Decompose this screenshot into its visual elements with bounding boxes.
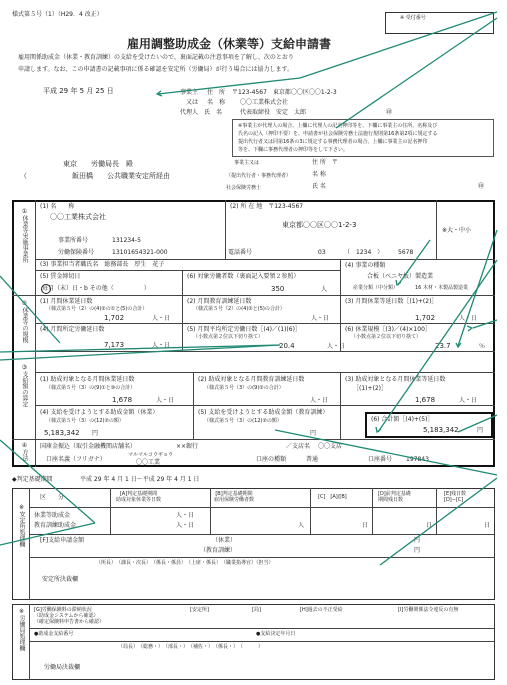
leader-line	[378, 260, 497, 432]
col-e: [E]残日数 [D]−[C]	[444, 491, 467, 503]
amount-leave-value[interactable]: 5,183,342	[44, 429, 80, 437]
leader-line	[275, 430, 497, 475]
leader-line	[158, 78, 300, 94]
total-leave-value[interactable]: 1,702	[415, 314, 436, 322]
amount-total-value[interactable]: 5,183,342	[423, 426, 459, 434]
avg-days-label: (5) 月間平均所定労働日数［(4)／(1)(6)］	[187, 326, 301, 333]
tel-mid[interactable]: （ 1234 ）	[344, 249, 384, 256]
leader-line	[0, 345, 280, 360]
training-days-note: （様式第５号（2）の(4)②と(5)の合計）	[193, 306, 285, 312]
amount-leave-unit: 円	[92, 430, 99, 437]
target-workers-unit: 人	[321, 286, 328, 293]
insurance-number-label: 労働保険番号	[58, 249, 95, 256]
i-label: [I]労働関係法令違反の有無	[398, 607, 459, 613]
form-id: 様式第５号（1）（H29．4 改正）	[12, 11, 103, 18]
row-day-unit-d: 日	[426, 522, 433, 529]
leave-days-unit: 人・日	[152, 315, 171, 322]
industry-value[interactable]: 合板（ベニヤ板）製造業	[367, 273, 434, 280]
leader-line	[0, 345, 280, 352]
leave-scale-label: (6) 休業規模［(3)／(4)×100］	[345, 326, 431, 333]
row-day-unit-c: 日	[362, 522, 369, 529]
g-office: [安定所]	[190, 607, 209, 613]
bureau-approval-label: 労働局決裁欄	[44, 664, 81, 671]
amount-training-note: （様式第５号（3）の(12)②の額）	[204, 418, 282, 424]
office-approval-label: 安定所決裁欄	[42, 576, 79, 583]
leader-line	[458, 415, 497, 432]
eligible-total-sub: ［(1)+(2)］	[353, 385, 388, 392]
office-side-label: ※安定所処理欄	[18, 504, 25, 547]
agent-seal-mark: ㊞	[478, 183, 485, 190]
eligible-leave-note: （様式第５号（3）の(9)①と⑩の合計）	[46, 385, 136, 391]
agent-note-4: 等を、下欄に事務代理者の押印等をして下さい。	[238, 147, 349, 153]
total-leave-label: (3) 月間休業等延日数［(1)+(2)］	[345, 298, 438, 305]
addressee-branch: 飯田橋 公共職業安定所経由	[72, 172, 170, 180]
seal-mark: ㊞	[386, 109, 393, 116]
total-leave-unit: 人・日	[459, 315, 478, 322]
account-holder-kana[interactable]: マルマルコウギョウ	[128, 452, 174, 458]
eligible-training-note: （様式第５号（3）の(9)②の合計）	[204, 385, 284, 391]
col-d: [D]前判定基礎 期間残日数	[378, 491, 411, 503]
side-label-calc: ③支給額の算定	[21, 364, 28, 407]
g-label: [G]労働保険料の滞納状況 （助成金システムから確認） （確定保険料申告書から確認）	[34, 607, 105, 625]
field-name-label: (1) 名 称	[40, 203, 75, 210]
agent-name: 名 称	[312, 171, 326, 178]
agent-label-3: 社会保険労務士	[226, 185, 262, 191]
name-label: 名 称	[207, 99, 226, 106]
col-kubun: 区 分	[40, 494, 65, 501]
arrow-head	[467, 326, 472, 331]
row-person-unit: 人	[298, 522, 305, 529]
employer-address: 〒123-4567 東京都〇〇区〇〇1-2-3	[232, 89, 337, 96]
avg-days-value[interactable]: 20.4	[279, 342, 295, 350]
h-label: [H]過去の不正受給	[300, 607, 343, 613]
f-kyoiku-label: （教育訓練）	[200, 547, 237, 554]
side-label-scale: ②休業等の規模	[21, 300, 28, 343]
tel-label: 電話番号	[228, 249, 253, 256]
representative-name: 代表取締役 安定 太郎	[240, 109, 307, 116]
wage-cutoff-label: (5) 賃金締切日	[40, 273, 81, 280]
agent-label-1: 事業主又は	[234, 160, 260, 166]
f-amount-label: [F]支給申請金額	[40, 537, 85, 544]
employer-label: 事業主	[180, 89, 199, 96]
bureau-side-label: ※労働局処理欄	[18, 608, 25, 651]
intro-line-2: 申請します。なお、この申請書の記載事項に係る確認を安定所（労働局）が行う場合には協力します。	[18, 66, 294, 73]
industry-label: (4) 事業の種類	[345, 262, 386, 269]
agent-label-2: （提出代行者・事務代理者）	[226, 173, 292, 179]
branch-label: ／支店名	[286, 443, 311, 450]
application-date: 平成 29 年 5 月 25 日	[43, 87, 114, 95]
amount-total-unit: 円	[477, 427, 484, 434]
amount-training-label: (5) 支給を受けようとする助成金額（教育訓練）	[198, 409, 329, 416]
row1-unit: 人・日	[176, 512, 195, 519]
col-c: [C] [A]/[B]	[318, 494, 347, 500]
training-days-unit: 人・日	[311, 315, 330, 322]
bank-name[interactable]: ××銀行	[176, 443, 199, 450]
account-number-label: 口座番号	[368, 456, 393, 463]
side-label-method: ④方法	[21, 442, 28, 461]
g-bureau: [局]	[252, 607, 261, 613]
account-holder-name[interactable]: 〇〇工業	[136, 459, 161, 466]
scheduled-days-value[interactable]: 7,173	[104, 341, 125, 349]
receipt-label: ※ 受付番号	[400, 15, 426, 21]
intro-line-1: 雇用関係助成金（休業・教育訓練）の支給を受けたいので、裏面記載の注意事項を了解し、次のとおり	[18, 54, 294, 61]
leader-line	[473, 320, 497, 328]
decision-number-label: ●助成金支給番号	[34, 631, 74, 637]
eligible-leave-value[interactable]: 1,678	[112, 396, 133, 404]
account-type-label: 口座の種類	[256, 456, 287, 463]
bureau-stamp-row: （局長） （総務・） （部長・） （補佐・） （係長・） （ ）	[118, 644, 264, 650]
leader-line	[0, 523, 95, 545]
manager-label[interactable]: (3) 事業担当者職氏名 総務部長 厚生 花子	[40, 261, 165, 268]
address-label: 住 所	[207, 89, 226, 96]
eligible-total-label: (3) 助成対象となる月間休業等延日数	[345, 376, 446, 383]
industry-code-note: 16 木材・木製品製造業	[415, 285, 468, 291]
tel-area[interactable]: 03	[318, 249, 326, 256]
amount-leave-note: （様式第５号（3）の(12)②の額）	[46, 418, 124, 424]
side-label-workplace: ①休業等実施事業所	[21, 208, 28, 263]
representative-label: 代理人 氏 名	[180, 109, 223, 116]
branch-name[interactable]: 〇〇支店	[318, 443, 343, 450]
office-number-label: 事業所番号	[58, 237, 89, 244]
row-day-unit-e: 日	[484, 522, 491, 529]
target-workers-value[interactable]: 350	[271, 285, 285, 293]
office-number-value[interactable]: 131234-5	[112, 237, 141, 244]
employer-company: 〇〇工業株式会社	[240, 99, 289, 106]
account-type-value[interactable]: 普通	[306, 456, 319, 463]
leave-days-value[interactable]: 1,702	[104, 314, 125, 322]
leave-days-note: （様式第５号（2）の(4)②の①と(5)の合計）	[46, 306, 148, 312]
agent-note-2: 氏名の記入（押印不要）を、申請書が社会保険労務士法施行規則第16条第2項に規定する	[238, 131, 438, 137]
industry-code-label: 産業分類（中分類）	[353, 285, 399, 291]
size-note: ※大・中小	[442, 227, 472, 234]
agent-note-3: 提出代行者又は同第16条の3に規定する事務代理者の場合、上欄に事業主の記名押印	[238, 139, 428, 145]
f-yen-1: 円	[414, 537, 421, 544]
leader-line	[380, 478, 497, 565]
account-holder-label: 口座名義（フリガナ）	[46, 456, 106, 463]
decision-date-label: ●支給決定年月日	[256, 631, 296, 637]
eligible-training-label: (2) 助成対象となる月間教育訓練延日数	[198, 376, 305, 383]
row-training-subsidy: 教育訓練助成金	[34, 522, 77, 529]
training-days-label: (2) 月間教育訓練延日数	[187, 298, 252, 305]
leader-line	[0, 276, 60, 343]
field-address-label: (2) 所 在 地 〒123-4567	[230, 203, 304, 210]
agent-address: 住 所 〒	[312, 159, 338, 166]
eligible-leave-unit: 人・日	[156, 397, 175, 404]
or-label: 又は	[186, 99, 199, 106]
eligible-total-value[interactable]: 1,678	[415, 396, 436, 404]
amount-leave-label: (4) 支給を受けようとする助成金額（休業）	[40, 409, 159, 416]
eligible-training-unit: 人・日	[310, 397, 329, 404]
leave-days-label: (1) 月間休業延日数	[40, 298, 93, 305]
avg-days-note: （小数点第２位以下切り捨て）	[193, 334, 264, 340]
row2-unit: 人・日	[176, 522, 195, 529]
amount-training-unit: 円	[310, 430, 317, 437]
avg-days-unit: 人・日	[327, 343, 346, 350]
col-b: [B]判定基礎期間 雇用保険労働者数	[214, 491, 255, 503]
leader-line	[398, 240, 430, 285]
agent-note-1: ※事業主が代理人の場合、上欄に代理人の記名押印等を、下欄に事業主の住所、名称及び	[238, 123, 438, 129]
field-address-value[interactable]: 東京都〇〇区〇〇1-2-3	[282, 221, 357, 229]
f-yen-2: 円	[414, 547, 421, 554]
f-kyugyo-label: （休業）	[212, 537, 237, 544]
scheduled-days-label: (4) 月間所定労働延日数	[40, 326, 105, 333]
agent-person: 氏 名	[312, 183, 326, 190]
leader-line	[300, 12, 497, 78]
target-workers-label: (6) 対象労働者数（裏面記入要領２参照）	[187, 273, 300, 280]
leave-scale-note: （小数点第２位以下切り捨て）	[351, 334, 422, 340]
eligible-total-unit: 人・日	[459, 397, 478, 404]
addressee-office: 東京 労働局長 殿	[63, 160, 133, 168]
leader-line	[0, 440, 95, 523]
leader-line	[336, 18, 497, 128]
office-stamp-row: （所長） （課長・次長） （係長・係員） （上席・係長） （職業指導官）（担当）	[96, 560, 274, 566]
page-title: 雇用調整助成金（休業等）支給申請書	[127, 37, 332, 51]
scheduled-days-unit: 人・日	[152, 342, 171, 349]
row-leave-subsidy: 休業等助成金	[34, 512, 71, 519]
leave-scale-value[interactable]: 23.7	[435, 342, 451, 350]
wage-cutoff-value[interactable]: 毎月（末）日・b その他（ ）	[42, 285, 150, 292]
insurance-number-value[interactable]: 13101654321-000	[112, 249, 168, 256]
period-value[interactable]: 平成 29 年 4 月 1 日～平成 29 年 4 月 1 日	[80, 476, 200, 483]
bank-label: 国庫金振込（取引金融機関店舗名）	[40, 443, 137, 450]
leave-scale-unit: ％	[479, 343, 486, 350]
amount-total-label: (6) 合計額［(4)+(5)］	[371, 416, 434, 423]
period-label: ◆判定基礎期間	[12, 476, 53, 483]
paren-open: （	[20, 172, 27, 180]
col-a: [A]判定基礎期間 助成対象休業等日数	[116, 491, 162, 503]
eligible-leave-label: (1) 助成対象となる月間休業延日数	[40, 376, 135, 383]
account-number-value[interactable]: 197843	[406, 456, 429, 463]
tel-last[interactable]: 5678	[398, 249, 414, 256]
field-name-value[interactable]: 〇〇工業株式会社	[50, 213, 106, 221]
